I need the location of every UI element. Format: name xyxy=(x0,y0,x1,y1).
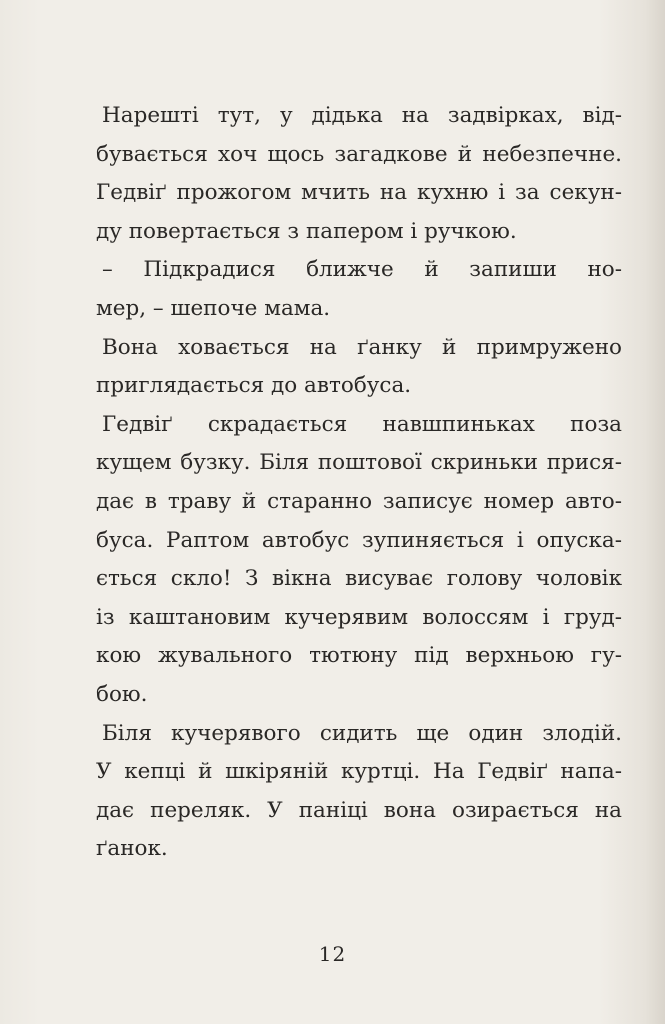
text-line: У кепці й шкіряній куртці. На Гедвіґ напа- xyxy=(96,759,622,785)
text-line: – Підкрадися ближче й запиши но- xyxy=(102,257,622,283)
text-line: Гедвіґ скрадається навшпиньках поза xyxy=(102,411,622,437)
text-line: мер, – шепоче мама. xyxy=(96,295,331,321)
text-line: дає в траву й старанно записує номер авто- xyxy=(96,488,622,514)
text-line: Біля кучерявого сидить ще один злодій. xyxy=(102,720,622,746)
text-line: ґанок. xyxy=(96,836,168,862)
text-line: кою жувального тютюну під верхньою гу- xyxy=(96,643,622,669)
text-line: із каштановим кучерявим волоссям і груд- xyxy=(96,604,622,630)
text-line: дає переляк. У паніці вона озирається на xyxy=(96,797,622,823)
body-text xyxy=(96,97,622,869)
text-line: Вона ховається на ґанку й примружено xyxy=(102,334,622,360)
page-number: 12 xyxy=(318,942,347,966)
text-line: бувається хоч щось загадкове й небезпечне. xyxy=(96,141,622,167)
text-line: ду повертається з папером і ручкою. xyxy=(96,218,517,244)
text-line: Гедвіґ прожогом мчить на кухню і за секун- xyxy=(96,180,622,206)
text-line: ється скло! З вікна висуває голову чоловік xyxy=(96,566,622,592)
text-line: бою. xyxy=(96,681,148,707)
text-line: Нарешті тут, у дідька на задвірках, від- xyxy=(102,103,622,128)
text-line: буса. Раптом автобус зупиняється і опуска- xyxy=(96,527,622,553)
text-line: кущем бузку. Біля поштової скриньки прися- xyxy=(96,450,622,476)
text-line: приглядається до автобуса. xyxy=(96,373,412,399)
